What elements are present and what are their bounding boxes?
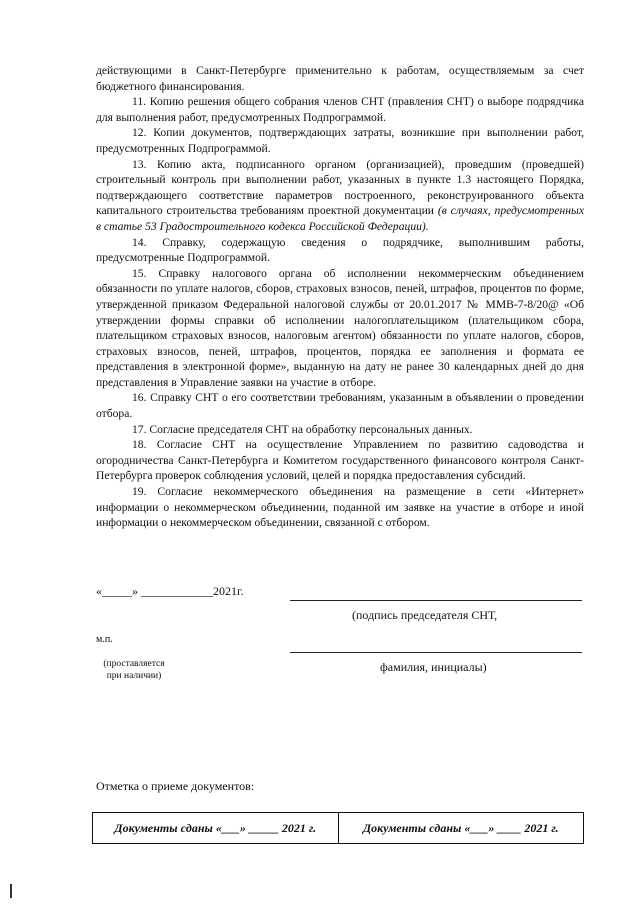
signature-line xyxy=(290,600,582,601)
receipt-cell-right: Документы сданы «___» ____ 2021 г. xyxy=(338,813,584,843)
stamp-note: (проставляется при наличии) xyxy=(103,659,165,681)
paragraph-continuation: действующими в Санкт-Петербурге применительно к работам, осуществляемым за счет бюджетного финансирования. xyxy=(96,64,584,93)
list-item-17: 17. Согласие председателя СНТ на обработку персональных данных. xyxy=(132,422,473,436)
name-caption: фамилия, инициалы) xyxy=(380,660,487,674)
list-item-11: 11. Копию решения общего собрания членов СНТ (правления СНТ) о выборе подрядчика для выполнения работ, предусмотренных Подпрограммой. xyxy=(96,95,584,124)
list-item-12: 12. Копии документов, подтверждающих затраты, возникшие при выполнении работ, предусмотренных Подпрограммой. xyxy=(96,126,584,155)
signature-caption: (подпись председателя СНТ, xyxy=(352,608,498,622)
receipt-table xyxy=(92,812,584,844)
receipt-cell-left: Документы сданы «___» _____ 2021 г. xyxy=(114,820,317,835)
list-item-15: 15. Справку налогового органа об исполнении некоммерческим объединением обязанности по уплате налогов, сборов, страховых взносов, пеней, штрафов, процентов по форме, утвержденной приказом Федеральной налоговой службы от 20.01.2017 № ММВ-7-8/20@ «Об утверждении формы справки об исполнении налогоплательщиком (плательщиком сбора, плательщиком страховых взносов, налоговым агентом) обязанности по уплате налогов, сборов, страховых взносов, пеней, штрафов, процентов, порядка ее заполнения и формата ее представления в электронной форме», выданную на дату не ранее 30 календарных дней до дня представления в Управление заявки на участие в отборе. xyxy=(96,266,584,389)
document-body xyxy=(96,63,584,531)
list-item-16: 16. Справку СНТ о его соответствии требованиям, указанным в объявлении о проведении отбора. xyxy=(96,391,584,421)
stamp-label: м.п. xyxy=(96,634,113,645)
scan-margin-mark xyxy=(10,884,12,898)
name-line xyxy=(290,652,582,653)
list-item-14: 14. Справку, содержащую сведения о подрядчике, выполнившим работы, предусмотренные Подпрограммой. xyxy=(96,235,584,265)
receipt-label: Отметка о приеме документов: xyxy=(96,779,255,793)
italic-note: (в случаях, предусмотренных в статье 53 Градостроительного кодекса Российской Федерации). xyxy=(96,204,584,233)
list-item-18: 18. Согласие СНТ на осуществление Управлением по развитию садоводства и огородничества Санкт-Петербурга и Комитетом государственного финансового контроля Санкт-Петербурга проверок соблюдения условий, целей и порядка предоставления субсидий. xyxy=(96,438,584,483)
list-item-19: 19. Согласие некоммерческого объединения на размещение в сети «Интернет» информации о некоммерческом объединении, поданной им заявке на участие в отборе и иной информации о некоммерческом объединении, связанной с отбором. xyxy=(96,485,584,530)
date-line: «_____» ____________2021г. xyxy=(96,584,244,598)
list-item-13: 13. Копию акта, подписанного органом (организацией), проведшим (проведшей) строительный контроль при выполнении работ, указанных в пункте 1.3 настоящего Порядка, подтверждающего соответствие параметров построенного, реконструированного объекта капитального строительства требованиям проектной документации (в случаях, предусмотренных в статье 53 Градостроительного кодекса Российской Федерации). xyxy=(96,157,584,233)
